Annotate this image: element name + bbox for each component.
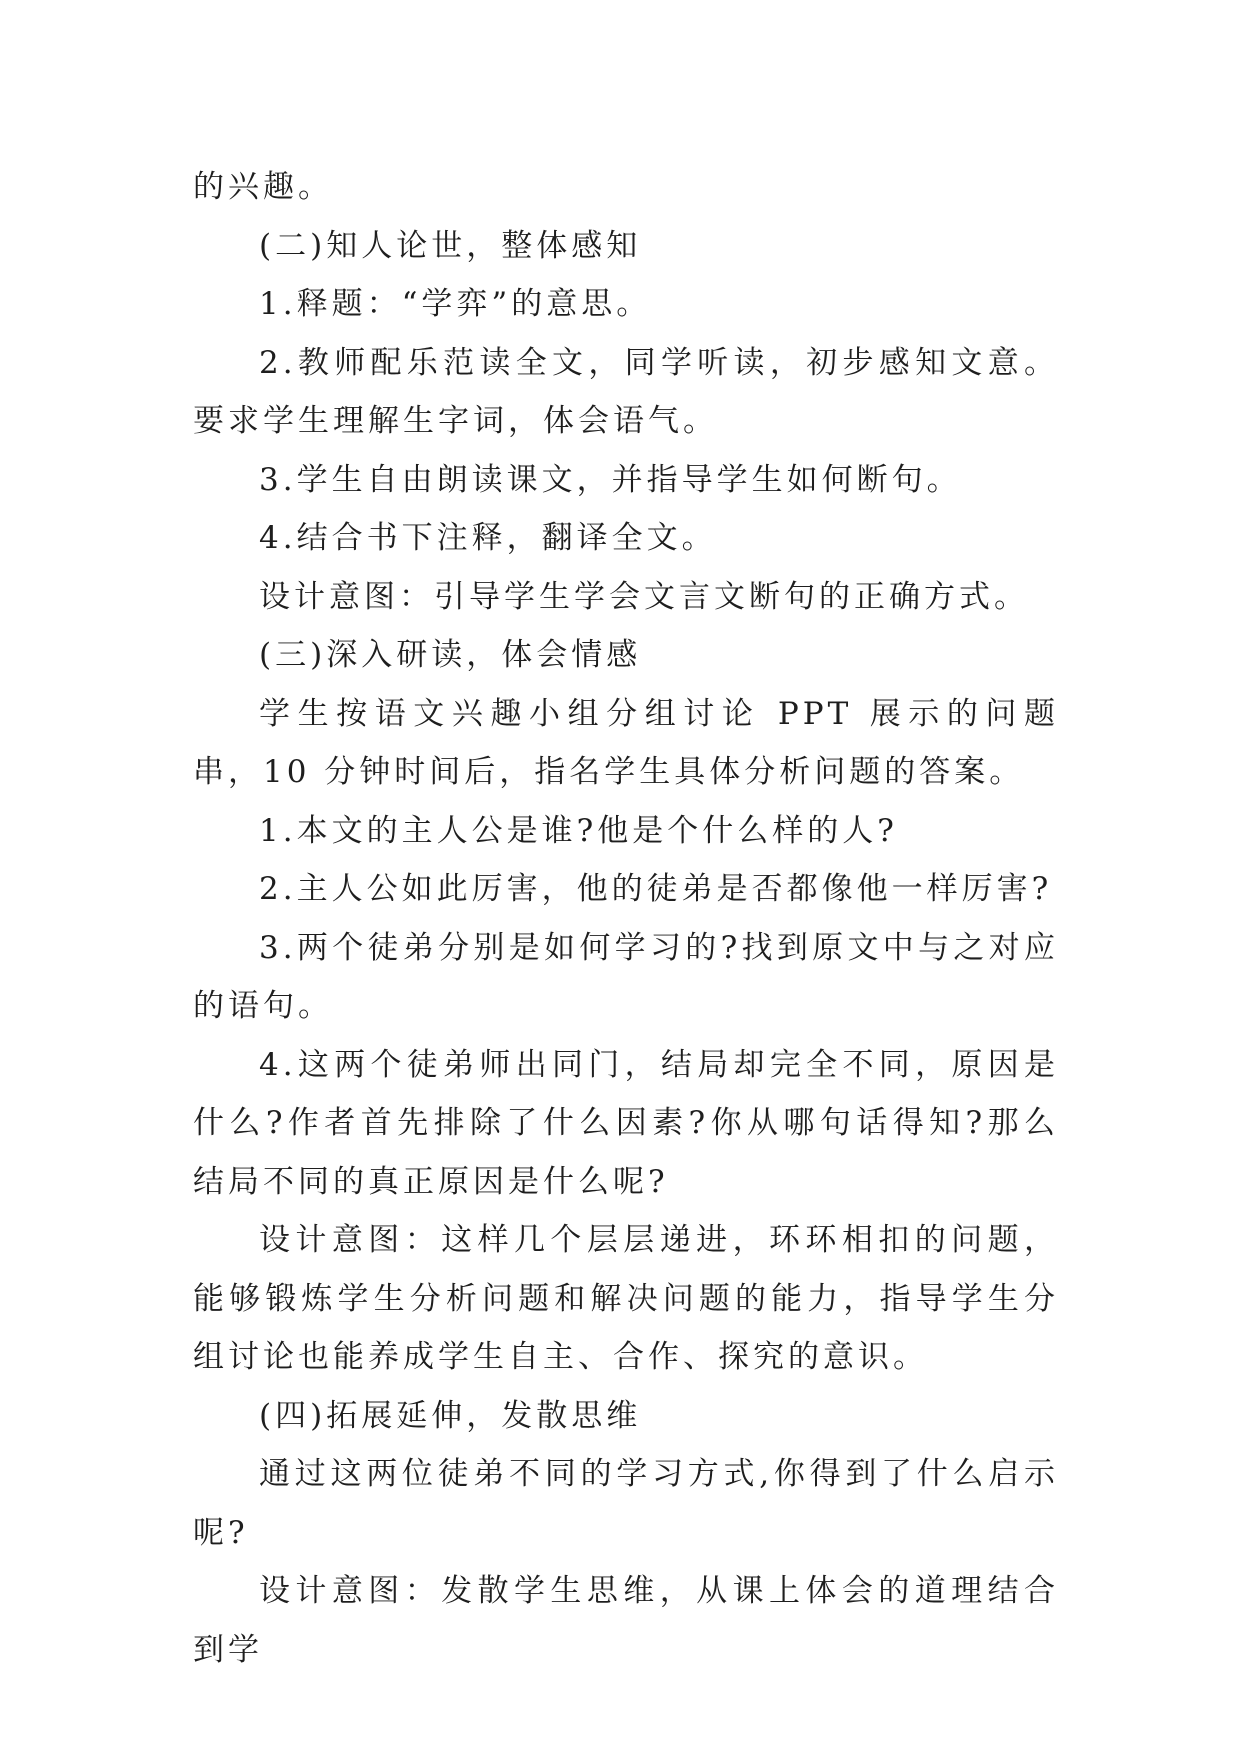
- body-paragraph: 通过这两位徒弟不同的学习方式,你得到了什么启示呢?: [193, 1456, 1059, 1551]
- list-item: 3.两个徒弟分别是如何学习的?找到原文中与之对应的语句。: [193, 929, 1059, 1024]
- body-paragraph: 学生按语文兴趣小组分组讨论 PPT 展示的问题串，10 分钟时间后，指名学生具体分析问题的答案。: [193, 695, 1059, 790]
- list-item: 1.本文的主人公是谁?他是个什么样的人?: [259, 812, 898, 849]
- section-heading-3: (三)深入研读，体会情感: [259, 637, 642, 673]
- section-heading-4: (四)拓展延伸，发散思维: [259, 1397, 642, 1434]
- list-item: 3.学生自由朗读课文，并指导学生如何断句。: [259, 461, 962, 498]
- document-body: [193, 158, 1059, 1679]
- design-intent-paragraph: 设计意图：发散学生思维，从课上体会的道理结合到学: [193, 1573, 1059, 1668]
- list-item: 4.这两个徒弟师出同门，结局却完全不同，原因是什么?作者首先排除了什么因素?你从哪句话得知?那么结局不同的真正原因是什么呢?: [193, 1046, 1059, 1200]
- list-item: 2.主人公如此厉害，他的徒弟是否都像他一样厉害?: [259, 871, 1053, 907]
- list-item: 2.教师配乐范读全文，同学听读，初步感知文意。要求学生理解生字词，体会语气。: [193, 344, 1059, 439]
- list-item: 4.结合书下注释，翻译全文。: [259, 520, 717, 556]
- paragraph-continuation: 的兴趣。: [193, 169, 333, 205]
- design-intent-paragraph: 设计意图：这样几个层层递进，环环相扣的问题，能够锻炼学生分析问题和解决问题的能力，指导学生分组讨论也能养成学生自主、合作、探究的意识。: [193, 1222, 1059, 1375]
- design-intent-paragraph: 设计意图：引导学生学会文言文断句的正确方式。: [259, 578, 1029, 615]
- section-heading-2: (二)知人论世，整体感知: [259, 227, 642, 264]
- list-item: 1.释题：“学弈”的意思。: [259, 286, 652, 322]
